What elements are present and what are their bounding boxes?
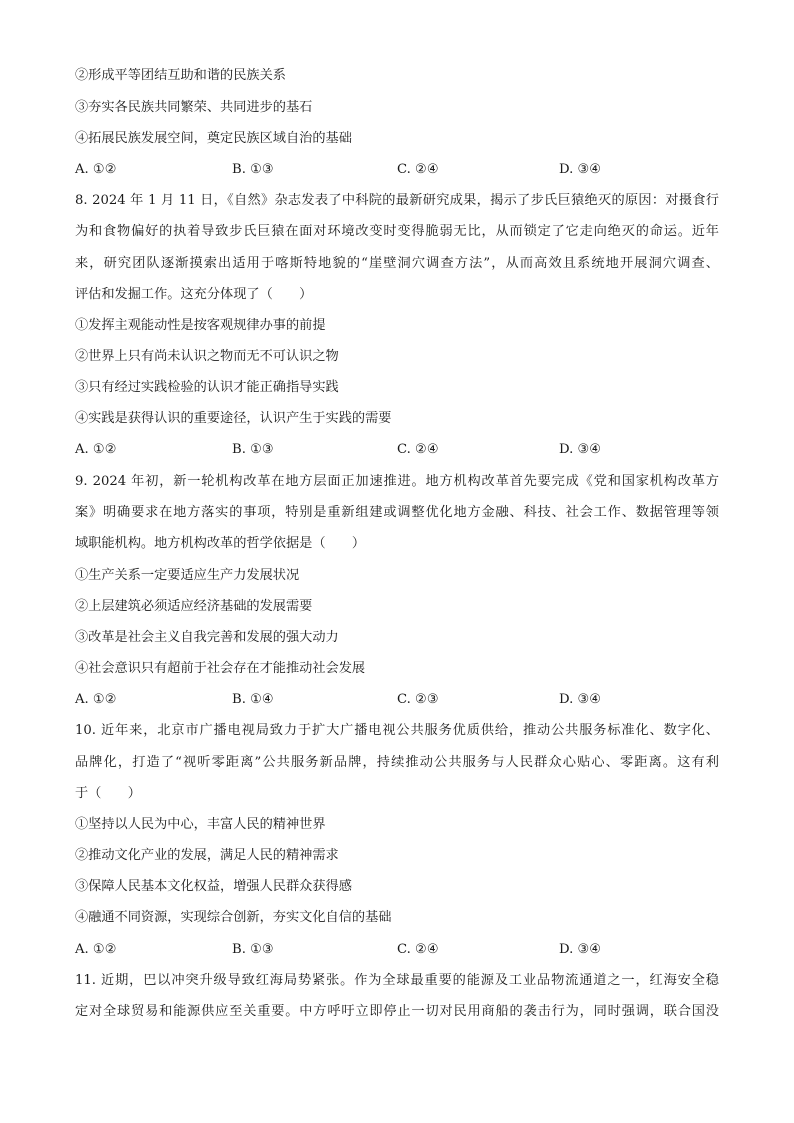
q10-stem-line: 于（ ） — [75, 786, 141, 801]
q9-option-c: C. ②③ — [397, 692, 439, 707]
q9-item-4: ④社会意识只有超前于社会存在才能推动社会发展 — [75, 661, 366, 676]
q8-stem-line: 来，研究团队逐渐摸索出适用于喀斯特地貌的“崖壁洞穴调查方法”，从而高效且系统地开展洞穴调查、 — [75, 256, 719, 271]
q11-stem-line: 11. 近期，巴以冲突升级导致红海局势紧张。作为全球最重要的能源及工业品物流通道之一，红海安全稳 — [75, 973, 719, 988]
q8-option-d: D. ③④ — [559, 442, 602, 457]
q7-option-b: B. ①③ — [232, 162, 274, 177]
q7-item-4: ④拓展民族发展空间，奠定民族区域自治的基础 — [75, 131, 352, 146]
q10-stem-line: 品牌化，打造了“视听零距离”公共服务新品牌，持续推动公共服务与人民群众心贴心、零距离。这有利 — [75, 755, 719, 770]
q9-stem-line: 案》明确要求在地方落实的事项，特别是重新组建或调整优化地方金融、科技、社会工作、数据管理等领 — [75, 505, 719, 520]
q8-item-2: ②世界上只有尚未认识之物而无不可认识之物 — [75, 349, 339, 364]
q7-option-d: D. ③④ — [559, 162, 602, 177]
q9-option-a: A. ①② — [75, 692, 117, 707]
q8-option-b: B. ①③ — [232, 442, 274, 457]
q8-item-4: ④实践是获得认识的重要途径，认识产生于实践的需要 — [75, 411, 392, 426]
q9-option-b: B. ①④ — [232, 692, 274, 707]
q8-item-3: ③只有经过实践检验的认识才能正确指导实践 — [75, 380, 339, 395]
q8-item-1: ①发挥主观能动性是按客观规律办事的前提 — [75, 318, 326, 333]
q9-item-1: ①生产关系一定要适应生产力发展状况 — [75, 568, 300, 583]
q10-option-c: C. ②④ — [397, 942, 439, 957]
q8-stem-line: 评估和发掘工作。这充分体现了（ ） — [75, 287, 313, 302]
q10-item-3: ③保障人民基本文化权益，增强人民群众获得感 — [75, 879, 352, 894]
q10-item-1: ①坚持以人民为中心，丰富人民的精神世界 — [75, 817, 326, 832]
q9-item-2: ②上层建筑必须适应经济基础的发展需要 — [75, 599, 313, 614]
q9-item-3: ③改革是社会主义自我完善和发展的强大动力 — [75, 630, 339, 645]
q10-option-d: D. ③④ — [559, 942, 602, 957]
q10-item-2: ②推动文化产业的发展，满足人民的精神需求 — [75, 848, 339, 863]
q11-stem-line: 定对全球贸易和能源供应至关重要。中方呼吁立即停止一切对民用商船的袭击行为，同时强调，联合国没 — [75, 1004, 719, 1019]
q7-item-3: ③夯实各民族共同繁荣、共同进步的基石 — [75, 100, 313, 115]
q10-option-a: A. ①② — [75, 942, 117, 957]
q7-item-2: ②形成平等团结互助和谐的民族关系 — [75, 68, 286, 83]
q8-option-a: A. ①② — [75, 442, 117, 457]
q8-stem-line: 为和食物偏好的执着导致步氏巨猿在面对环境改变时变得脆弱无比，从而锁定了它走向绝灭的命运。近年 — [75, 224, 719, 239]
q10-item-4: ④融通不同资源，实现综合创新，夯实文化自信的基础 — [75, 910, 392, 925]
q9-option-d: D. ③④ — [559, 692, 602, 707]
q10-stem-line: 10. 近年来，北京市广播电视局致力于扩大广播电视公共服务优质供给，推动公共服务标准化、数字化、 — [75, 723, 719, 738]
q9-stem-line: 域职能机构。地方机构改革的哲学依据是（ ） — [75, 536, 366, 551]
q8-option-c: C. ②④ — [397, 442, 439, 457]
q7-option-a: A. ①② — [75, 162, 117, 177]
q9-stem-line: 9. 2024 年初，新一轮机构改革在地方层面正加速推进。地方机构改革首先要完成《党和国家机构改革方 — [75, 474, 719, 489]
q8-stem-line: 8. 2024 年 1 月 11 日，《自然》杂志发表了中科院的最新研究成果，揭示了步氏巨猿绝灭的原因：对摄食行 — [75, 193, 719, 208]
q10-option-b: B. ①③ — [232, 942, 274, 957]
q7-option-c: C. ②④ — [397, 162, 439, 177]
